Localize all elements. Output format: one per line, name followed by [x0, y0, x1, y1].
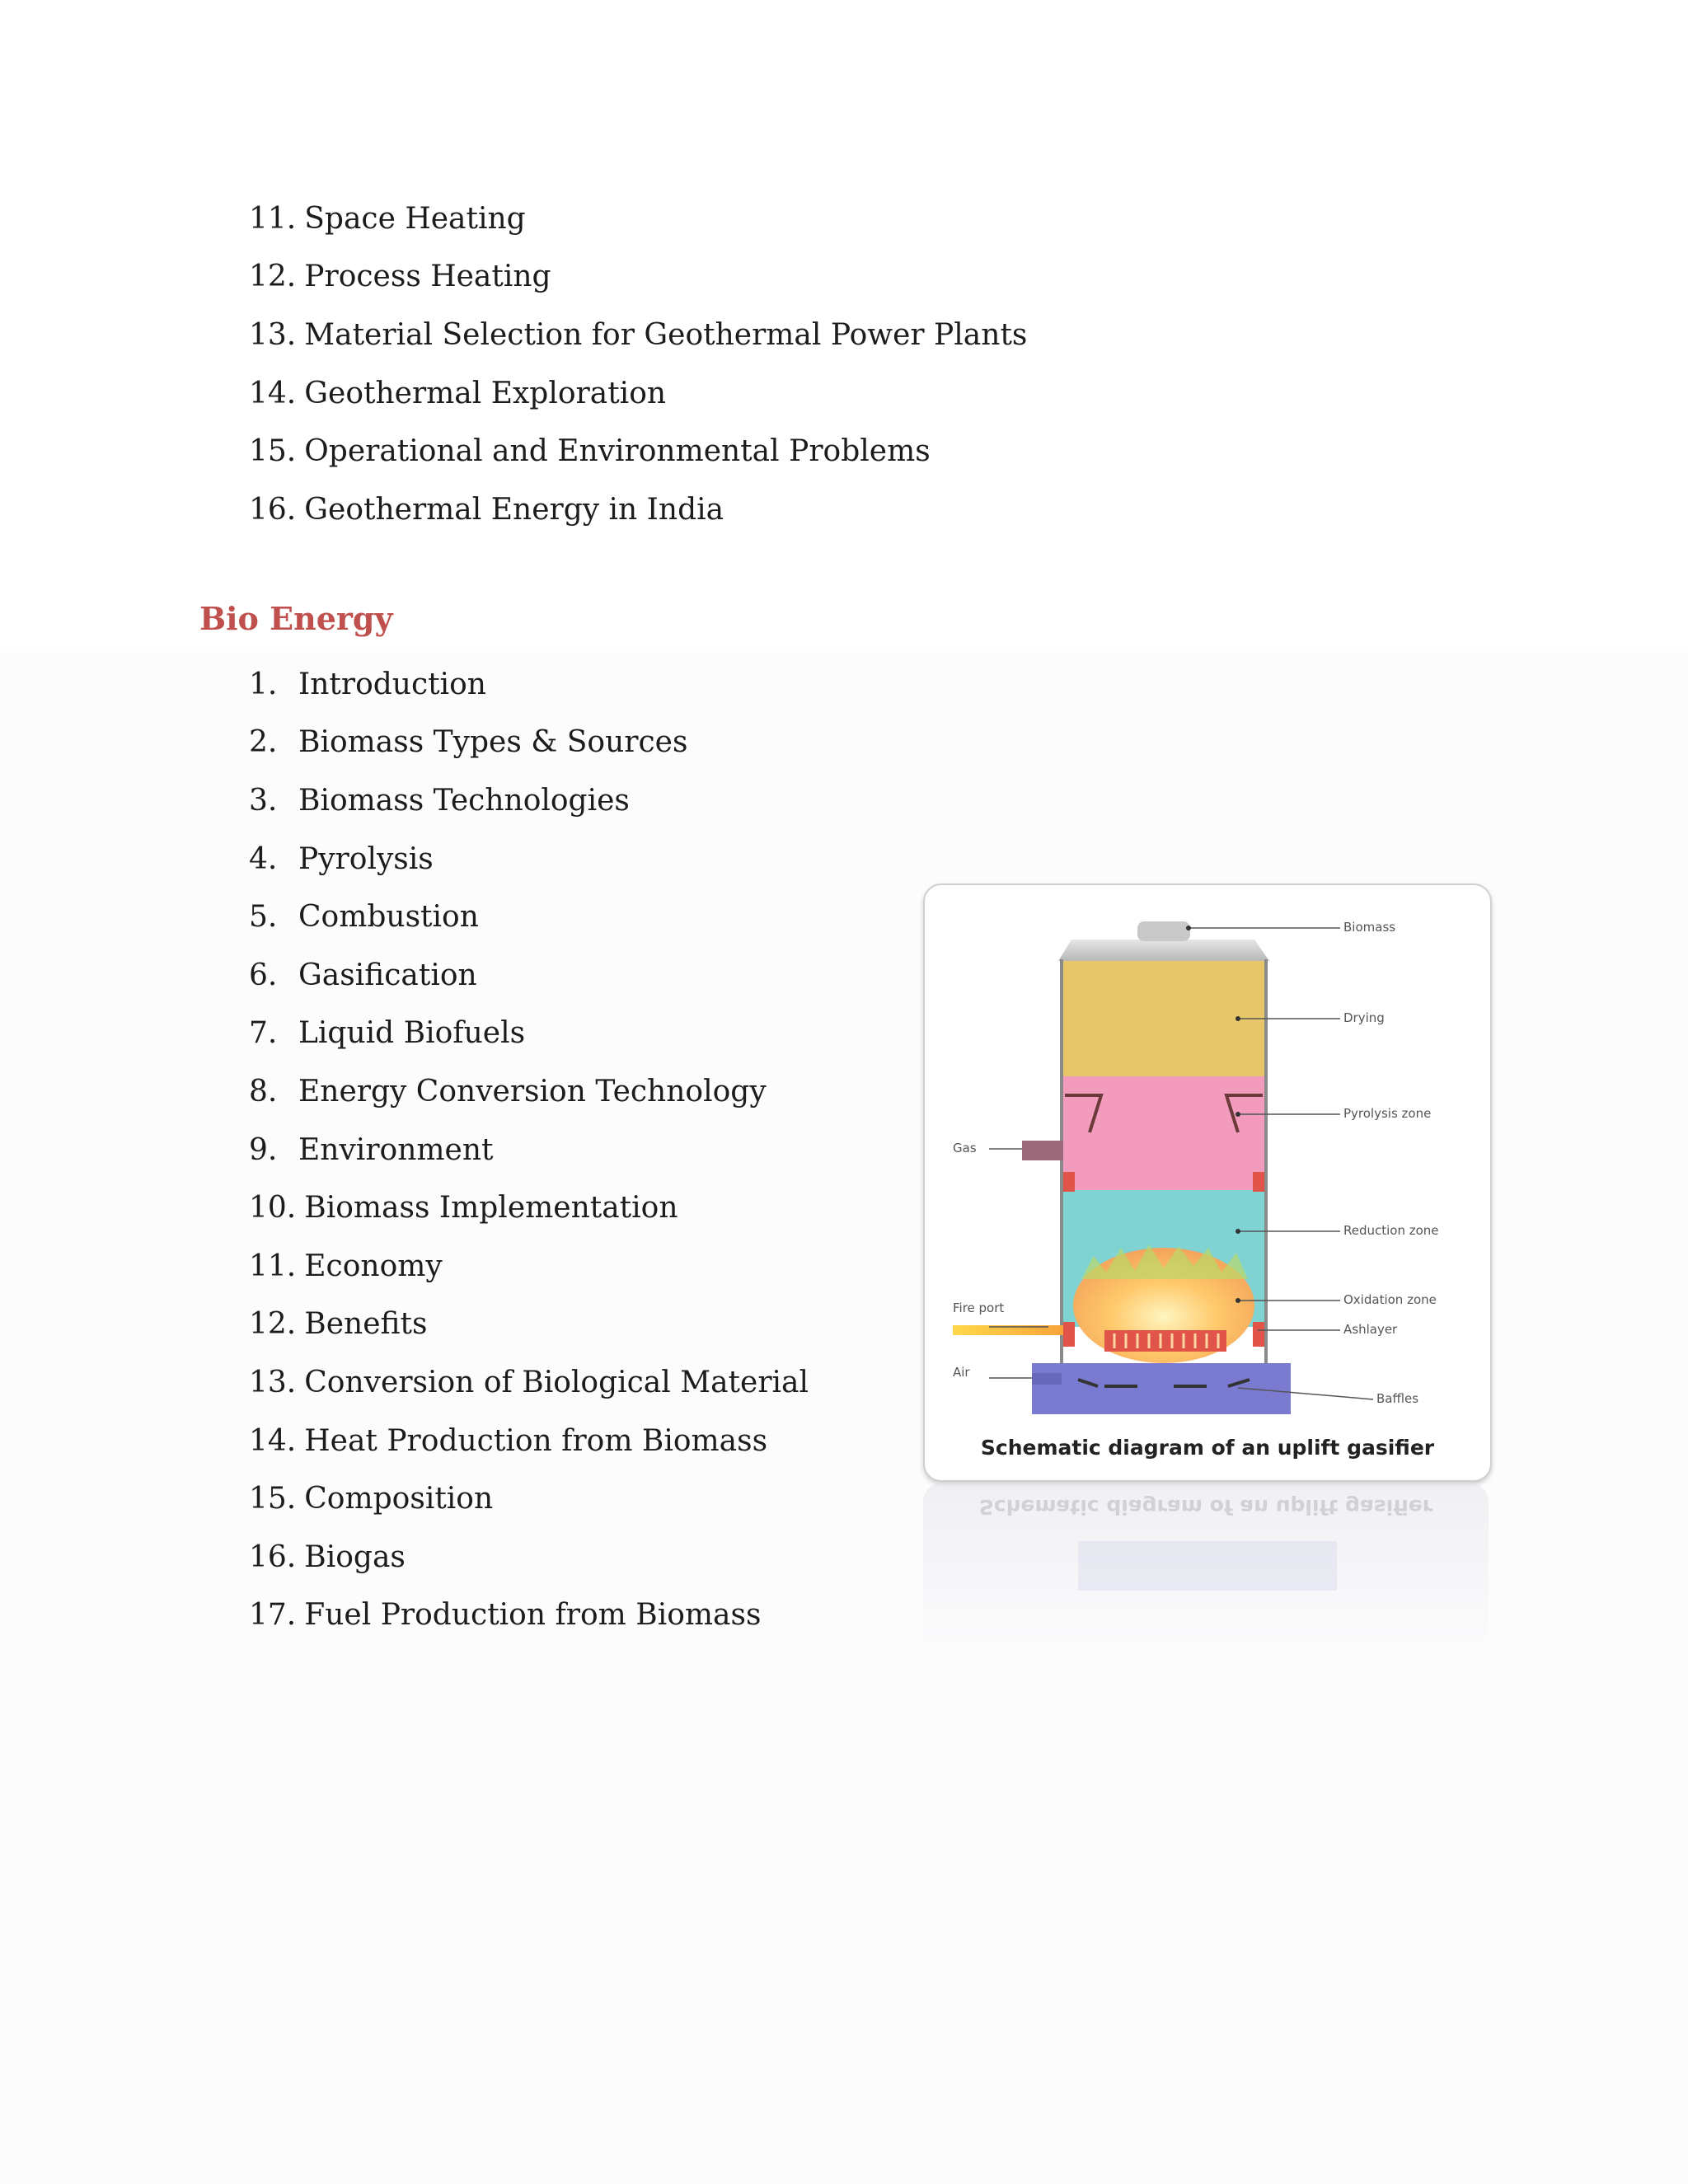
- list-item-text: Biomass Types & Sources: [298, 725, 688, 760]
- list-item-text: Liquid Biofuels: [298, 1016, 526, 1051]
- list-item-number: 4.: [249, 841, 278, 876]
- label-reduction-zone: Reduction zone: [1343, 1223, 1439, 1238]
- gasifier-diagram-figure: [923, 883, 1492, 1482]
- left-grate-wall: [1063, 1322, 1075, 1347]
- list-item: [249, 1528, 809, 1586]
- section-heading-bio-energy: Bio Energy: [199, 600, 393, 637]
- list-item-text: Process Heating: [304, 260, 551, 294]
- reflection-base: [1078, 1541, 1337, 1591]
- list-item-text: Pyrolysis: [298, 841, 434, 876]
- list-item-text: Material Selection for Geothermal Power Plants: [304, 317, 1028, 352]
- reflection-caption: Schematic diagram of an uplift gasifier: [978, 1495, 1433, 1519]
- list-item: [249, 190, 1027, 248]
- list-item: [249, 1121, 809, 1179]
- list-item: [249, 1586, 809, 1645]
- list-item-number: 11.: [249, 1249, 297, 1283]
- label-ashlayer: Ashlayer: [1343, 1322, 1398, 1337]
- label-fire-port: Fire port: [953, 1301, 1005, 1315]
- list-item-number: 12.: [249, 1307, 297, 1342]
- list-item-text: Combustion: [298, 900, 479, 935]
- list-item-number: 1.: [249, 667, 278, 701]
- list-item-number: 14.: [249, 376, 297, 410]
- list-item-number: 17.: [249, 1598, 297, 1633]
- label-gas: Gas: [953, 1141, 977, 1155]
- label-pyrolysis-zone: Pyrolysis zone: [1343, 1106, 1432, 1121]
- label-air: Air: [953, 1365, 970, 1380]
- feed-cap: [1137, 921, 1190, 941]
- ash-grate: [1104, 1330, 1226, 1352]
- list-item: [249, 714, 809, 772]
- list-item-number: 16.: [249, 1540, 297, 1574]
- list-item-text: Geothermal Energy in India: [304, 492, 724, 527]
- list-item-text: Economy: [304, 1249, 443, 1283]
- list-item: [249, 1005, 809, 1063]
- list-item: [249, 946, 809, 1005]
- gas-outlet-pipe: [1022, 1141, 1063, 1160]
- list-item-number: 13.: [249, 317, 297, 352]
- list-item: [249, 1469, 809, 1528]
- list-item-text: Biomass Technologies: [298, 783, 630, 818]
- list-item-text: Environment: [298, 1132, 494, 1167]
- list-item: [249, 364, 1027, 423]
- label-baffles: Baffles: [1376, 1391, 1419, 1406]
- label-oxidation-zone: Oxidation zone: [1343, 1292, 1437, 1307]
- drying-zone: [1063, 959, 1264, 1076]
- list-item-text: Operational and Environmental Problems: [304, 434, 931, 469]
- list-item-text: Space Heating: [304, 201, 526, 236]
- list-item-number: 11.: [249, 201, 297, 236]
- list-item-text: Energy Conversion Technology: [298, 1074, 767, 1108]
- list-item: [249, 655, 809, 714]
- list-item: [249, 1237, 809, 1296]
- list-item-text: Gasification: [298, 958, 477, 992]
- list-item-number: 15.: [249, 434, 297, 469]
- list-item: [249, 248, 1027, 307]
- list-item-number: 14.: [249, 1423, 297, 1458]
- list-item-text: Geothermal Exploration: [304, 376, 667, 410]
- figure-reflection: [923, 1483, 1489, 1657]
- list-item-text: Biomass Implementation: [304, 1191, 678, 1226]
- list-item: [249, 771, 809, 830]
- list-item-number: 13.: [249, 1365, 297, 1399]
- list-item: [249, 306, 1027, 364]
- list-item-number: 16.: [249, 492, 297, 527]
- list-item: [249, 480, 1027, 539]
- list-item-number: 15.: [249, 1482, 297, 1516]
- list-item: [249, 1353, 809, 1412]
- right-grate-wall: [1253, 1322, 1264, 1347]
- list-item: [249, 1179, 809, 1237]
- gasifier-lid: [1058, 940, 1269, 961]
- list-item-number: 8.: [249, 1074, 278, 1108]
- list-item-number: 2.: [249, 725, 278, 760]
- pyrolysis-zone: [1063, 1075, 1264, 1190]
- list-item-text: Heat Production from Biomass: [304, 1423, 768, 1458]
- list-item-text: Biogas: [304, 1540, 406, 1574]
- list-item: [249, 1296, 809, 1354]
- bio-energy-topic-list: [249, 655, 809, 1644]
- list-item-number: 6.: [249, 958, 278, 992]
- list-item-text: Benefits: [304, 1307, 428, 1342]
- list-item-number: 12.: [249, 260, 297, 294]
- left-wall-segment: [1063, 1172, 1075, 1192]
- list-item-number: 5.: [249, 900, 278, 935]
- list-item: [249, 422, 1027, 480]
- list-item-text: Fuel Production from Biomass: [304, 1598, 762, 1633]
- air-inlet-pipe: [1032, 1373, 1062, 1385]
- list-item-number: 9.: [249, 1132, 278, 1167]
- list-item-text: Introduction: [298, 667, 486, 701]
- label-drying: Drying: [1343, 1010, 1385, 1025]
- list-item: [249, 888, 809, 946]
- list-item-number: 3.: [249, 783, 278, 818]
- list-item-number: 10.: [249, 1191, 297, 1226]
- list-item-number: 7.: [249, 1016, 278, 1051]
- geothermal-topic-list: [249, 190, 1027, 539]
- label-biomass: Biomass: [1343, 920, 1396, 935]
- right-wall-segment: [1253, 1172, 1264, 1192]
- list-item-text: Conversion of Biological Material: [304, 1365, 809, 1399]
- list-item: [249, 830, 809, 888]
- list-item-text: Composition: [304, 1482, 494, 1516]
- figure-caption: Schematic diagram of an uplift gasifier: [980, 1436, 1435, 1460]
- list-item: [249, 1062, 809, 1121]
- list-item: [249, 1412, 809, 1470]
